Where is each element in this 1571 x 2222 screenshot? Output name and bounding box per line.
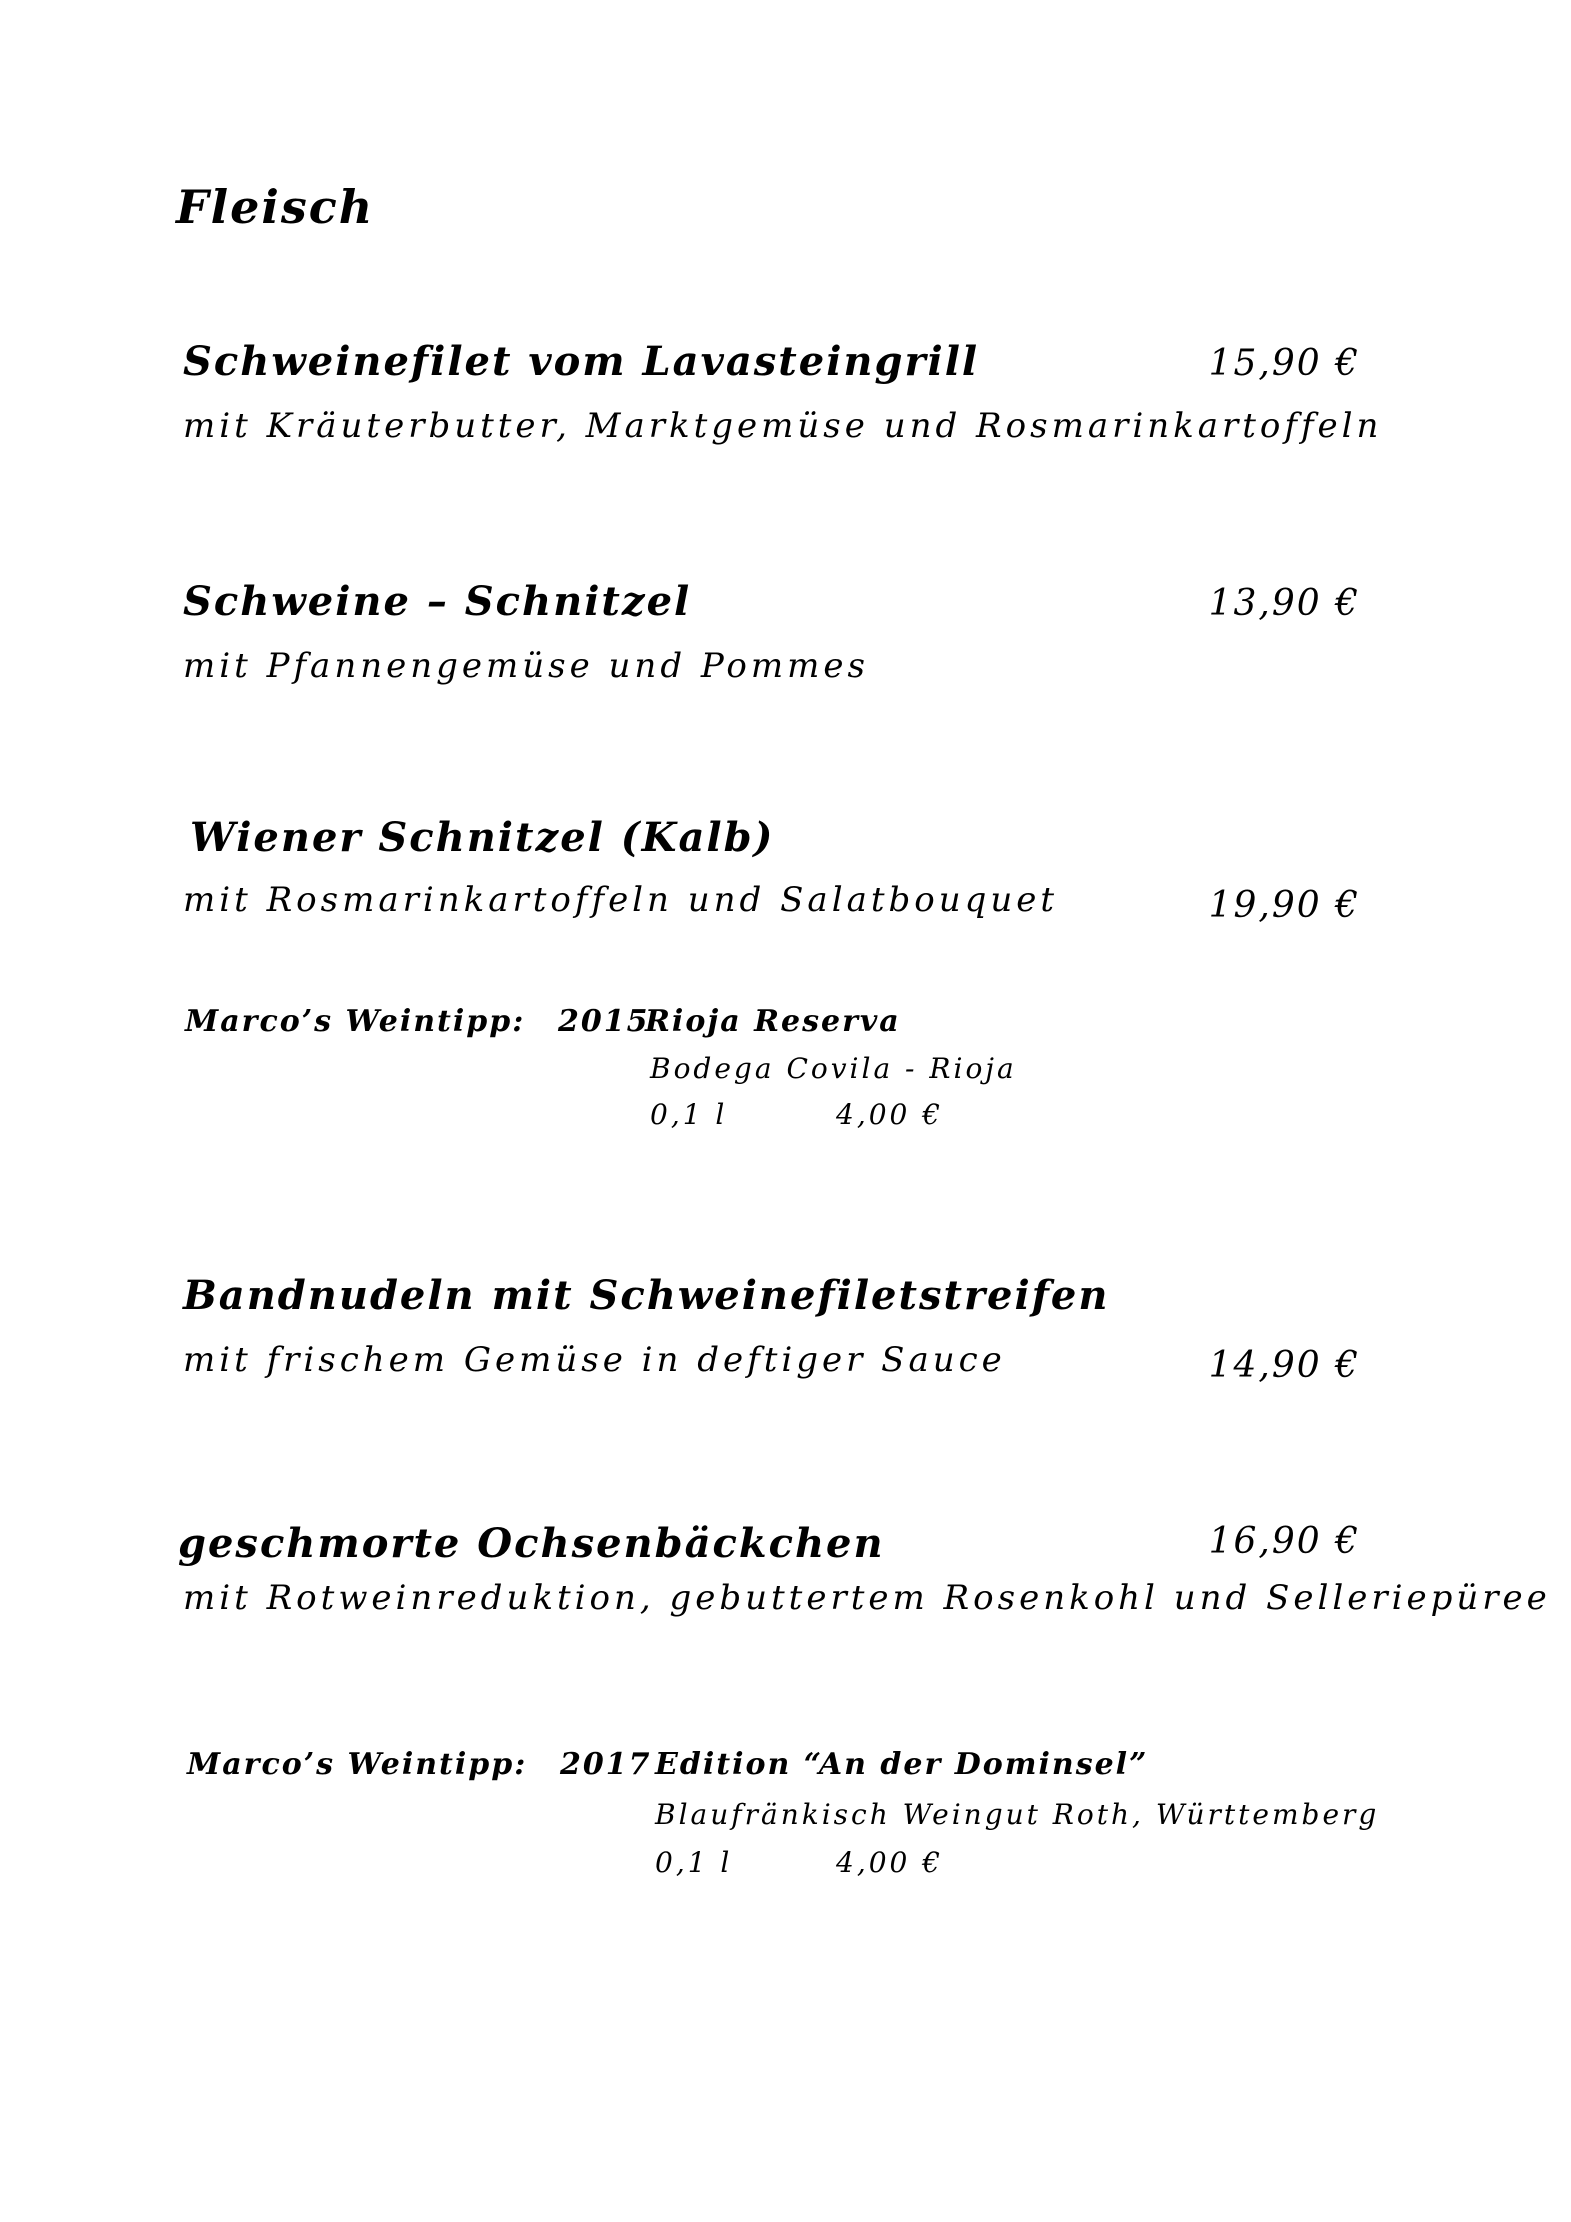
wine-name: Edition “An der Dominsel” — [655, 1747, 1149, 1782]
menu-item-price: 13,90 € — [1208, 583, 1360, 624]
menu-item-description: mit Rotweinreduktion, gebuttertem Rosenkohl und Selleriepüree — [183, 1578, 1551, 1618]
menu-item-name: Bandnudeln mit Schweinefiletstreifen — [183, 1272, 1110, 1319]
wine-winery: Bodega Covila - Rioja — [650, 1052, 1017, 1085]
menu-item-price: 15,90 € — [1208, 343, 1360, 384]
wine-volume: 0,1 l — [655, 1846, 733, 1879]
wine-vintage: 2015 — [558, 1004, 650, 1039]
section-heading: Fleisch — [176, 180, 375, 234]
menu-item-price: 16,90 € — [1208, 1521, 1360, 1562]
menu-item-description: mit frischem Gemüse in deftiger Sauce — [183, 1340, 1006, 1380]
menu-item-description: mit Pfannengemüse und Pommes — [183, 646, 869, 686]
menu-item-name: Schweine – Schnitzel — [183, 578, 692, 625]
menu-item-name: Wiener Schnitzel (Kalb) — [190, 814, 775, 861]
wine-tip-label: Marco’s Weintipp: — [185, 1004, 526, 1039]
menu-item-price: 19,90 € — [1208, 885, 1360, 926]
wine-tip-label: Marco’s Weintipp: — [187, 1747, 528, 1782]
menu-item-price: 14,90 € — [1208, 1345, 1360, 1386]
menu-item-name: geschmorte Ochsenbäckchen — [178, 1520, 885, 1567]
wine-vintage: 2017 — [560, 1747, 652, 1782]
wine-volume: 0,1 l — [650, 1098, 728, 1131]
wine-name: Rioja Reserva — [645, 1004, 901, 1039]
wine-price: 4,00 € — [836, 1098, 944, 1131]
wine-winery: Blaufränkisch Weingut Roth, Württemberg — [655, 1798, 1380, 1831]
menu-item-description: mit Rosmarinkartoffeln und Salatbouquet — [183, 880, 1059, 920]
menu-item-description: mit Kräuterbutter, Marktgemüse und Rosmarinkartoffeln — [183, 406, 1383, 446]
wine-price: 4,00 € — [836, 1846, 944, 1879]
menu-item-name: Schweinefilet vom Lavasteingrill — [183, 338, 980, 385]
